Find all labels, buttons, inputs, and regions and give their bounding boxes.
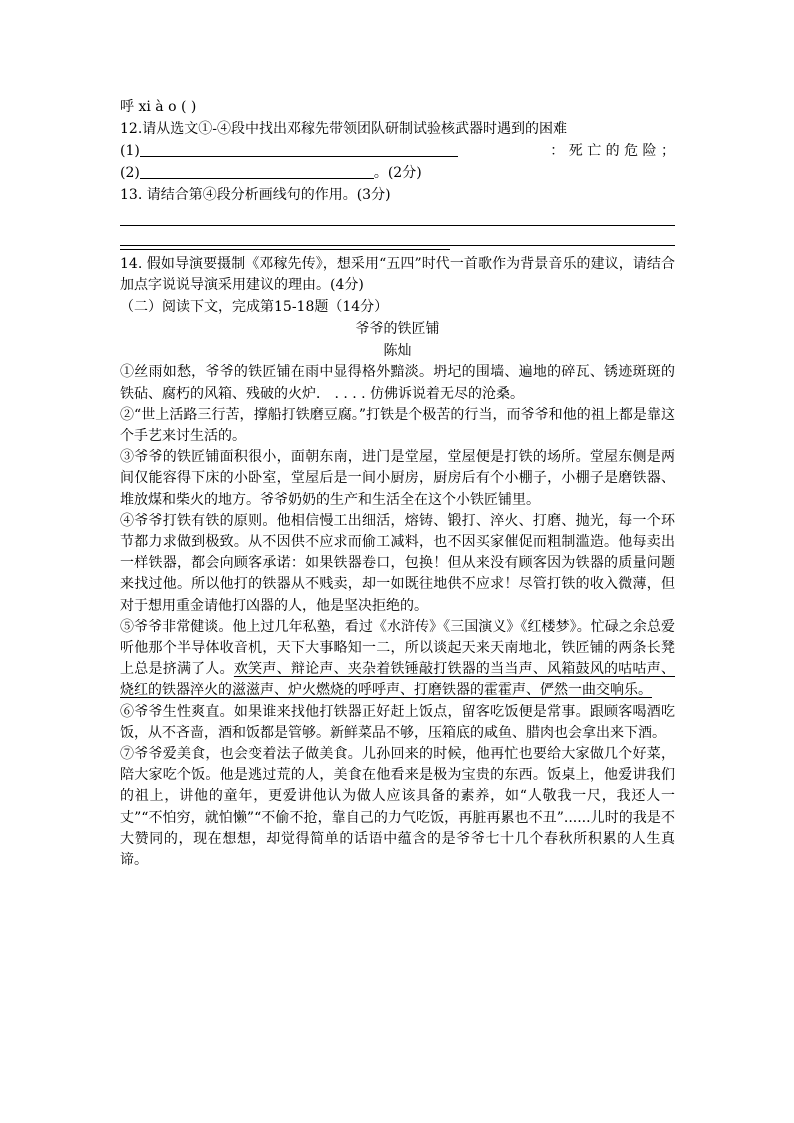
q13-answer-line-1[interactable]	[120, 206, 675, 226]
q14-stem: 14. 假如导演要摄制《邓稼先传》，想采用“五四”时代一首歌作为背景音乐的建议，请结合加点字说说导演采用建议的理由。(4分)	[120, 256, 675, 294]
article-title: 爷爷的铁匠铺	[355, 321, 440, 338]
q13-answer-line-2[interactable]	[120, 226, 675, 246]
underlined-sentence: 欢笑声、辩论声、夹杂着铁锤敲打铁器的当当声、风箱鼓风的咕咕声、烧红的铁器淬火的滋滋声、炉火燃烧的呼呼声、打磨铁器的霍霍声、俨然一曲交响乐。	[120, 661, 676, 699]
q12-item-1	[120, 140, 675, 162]
q13-stem: 13. 请结合第④段分析画线句的作用。(3分)	[120, 187, 391, 203]
paragraph-6: ⑥爷爷生性爽直。如果谁来找他打铁器正好赶上饭点，留客吃饭便是常事。跟顾客喝酒吃饭，从不吝啬，酒和饭都是管够。新鲜菜品不够，压箱底的咸鱼、腊肉也会拿出来下酒。	[120, 703, 675, 741]
paragraph-5	[120, 617, 675, 702]
paragraph-5-text: ⑤爷爷非常健谈。他上过几年私塾，看过《水浒传》《三国演义》《红楼梦》。忙碌之余总爱听他那个半导体收音机，天下大事略知一二，所以谈起天来天南地北，铁匠铺的两条长凳上总是挤满了人。	[120, 618, 675, 678]
q12-item-1-suffix: ： 死 亡 的 危 险 ；	[550, 143, 675, 159]
section-2-heading: （二）阅读下文，完成第15-18题（14分）	[120, 299, 389, 316]
q12-answer-blank-1[interactable]	[140, 141, 458, 157]
paragraph-7: ⑦爷爷爱美食，也会变着法子做美食。儿孙回来的时候，他再忙也要给大家做几个好菜，陪大家吃个饭。他是逃过荒的人，美食在他看来是极为宝贵的东西。饭桌上，他爱讲我们的祖上，讲他的童年，更爱讲他认为做人应该具备的素养，如“人敬我一尺，我还人一丈”“不怕穷，就怕懒”“不偷不抢，靠自己的力气吃饭，再脏再累也不丑”......儿时的我是不大赞同的，现在想想，却觉得简单的话语中蕴含的是爷爷七十几个春秋所积累的人生真谛。	[120, 746, 675, 869]
paragraph-4: ④爷爷打铁有铁的原则。他相信慢工出细活，熔铸、锻打、淬火、打磨、抛光，每一个环节都力求做到极致。从不因供不应求而偷工减料，也不因买家催促而粗制滥造。他每卖出一样铁器，都会向顾客承诺：如果铁器卷口，包换！但从来没有顾客因为铁器的质量问题来找过他。所以他打的铁器从不贱卖，却一如既往地供不应求！尽管打铁的收入微薄，但对于想用重金请他打凶器的人，他是坚决拒绝的。	[120, 512, 675, 614]
paragraph-1: ①丝雨如愁，爷爷的铁匠铺在雨中显得格外黯淡。坍圮的围墙、遍地的碎瓦、锈迹斑斑的铁砧、腐朽的风箱、残破的火炉． . . . . 仿佛诉说着无尽的沧桑。	[120, 364, 675, 402]
q12-item-2-prefix: (2)	[120, 165, 140, 181]
q12-answer-blank-2[interactable]	[140, 163, 374, 179]
q12-item-1-prefix: (1)	[120, 143, 140, 159]
q13-answer-line-3[interactable]	[120, 249, 450, 250]
article-author: 陈灿	[383, 343, 412, 360]
exam-page	[120, 96, 675, 871]
q12-stem: 12.请从选文①-④段中找出邓稼先带领团队研制试验核武器时遇到的困难	[120, 121, 567, 137]
q12-item-2-suffix: 。(2分)	[373, 165, 422, 181]
paragraph-2: ②“世上活路三行苦，撑船打铁磨豆腐。”打铁是个极苦的行当，而爷爷和他的祖上都是靠这个手艺来讨生活的。	[120, 406, 675, 445]
q11-tail: 呼 xi à o ( )	[120, 99, 197, 115]
paragraph-3: ③爷爷的铁匠铺面积很小，面朝东南，进门是堂屋，堂屋便是打铁的场所。堂屋东侧是两间仅能容得下床的小卧室，堂屋后是一间小厨房，厨房后有个小棚子，小棚子是磨铁器、堆放煤和柴火的地方。爷爷奶奶的生产和生活全在这个小铁匠铺里。	[120, 449, 675, 508]
q12-item-2	[120, 162, 675, 184]
